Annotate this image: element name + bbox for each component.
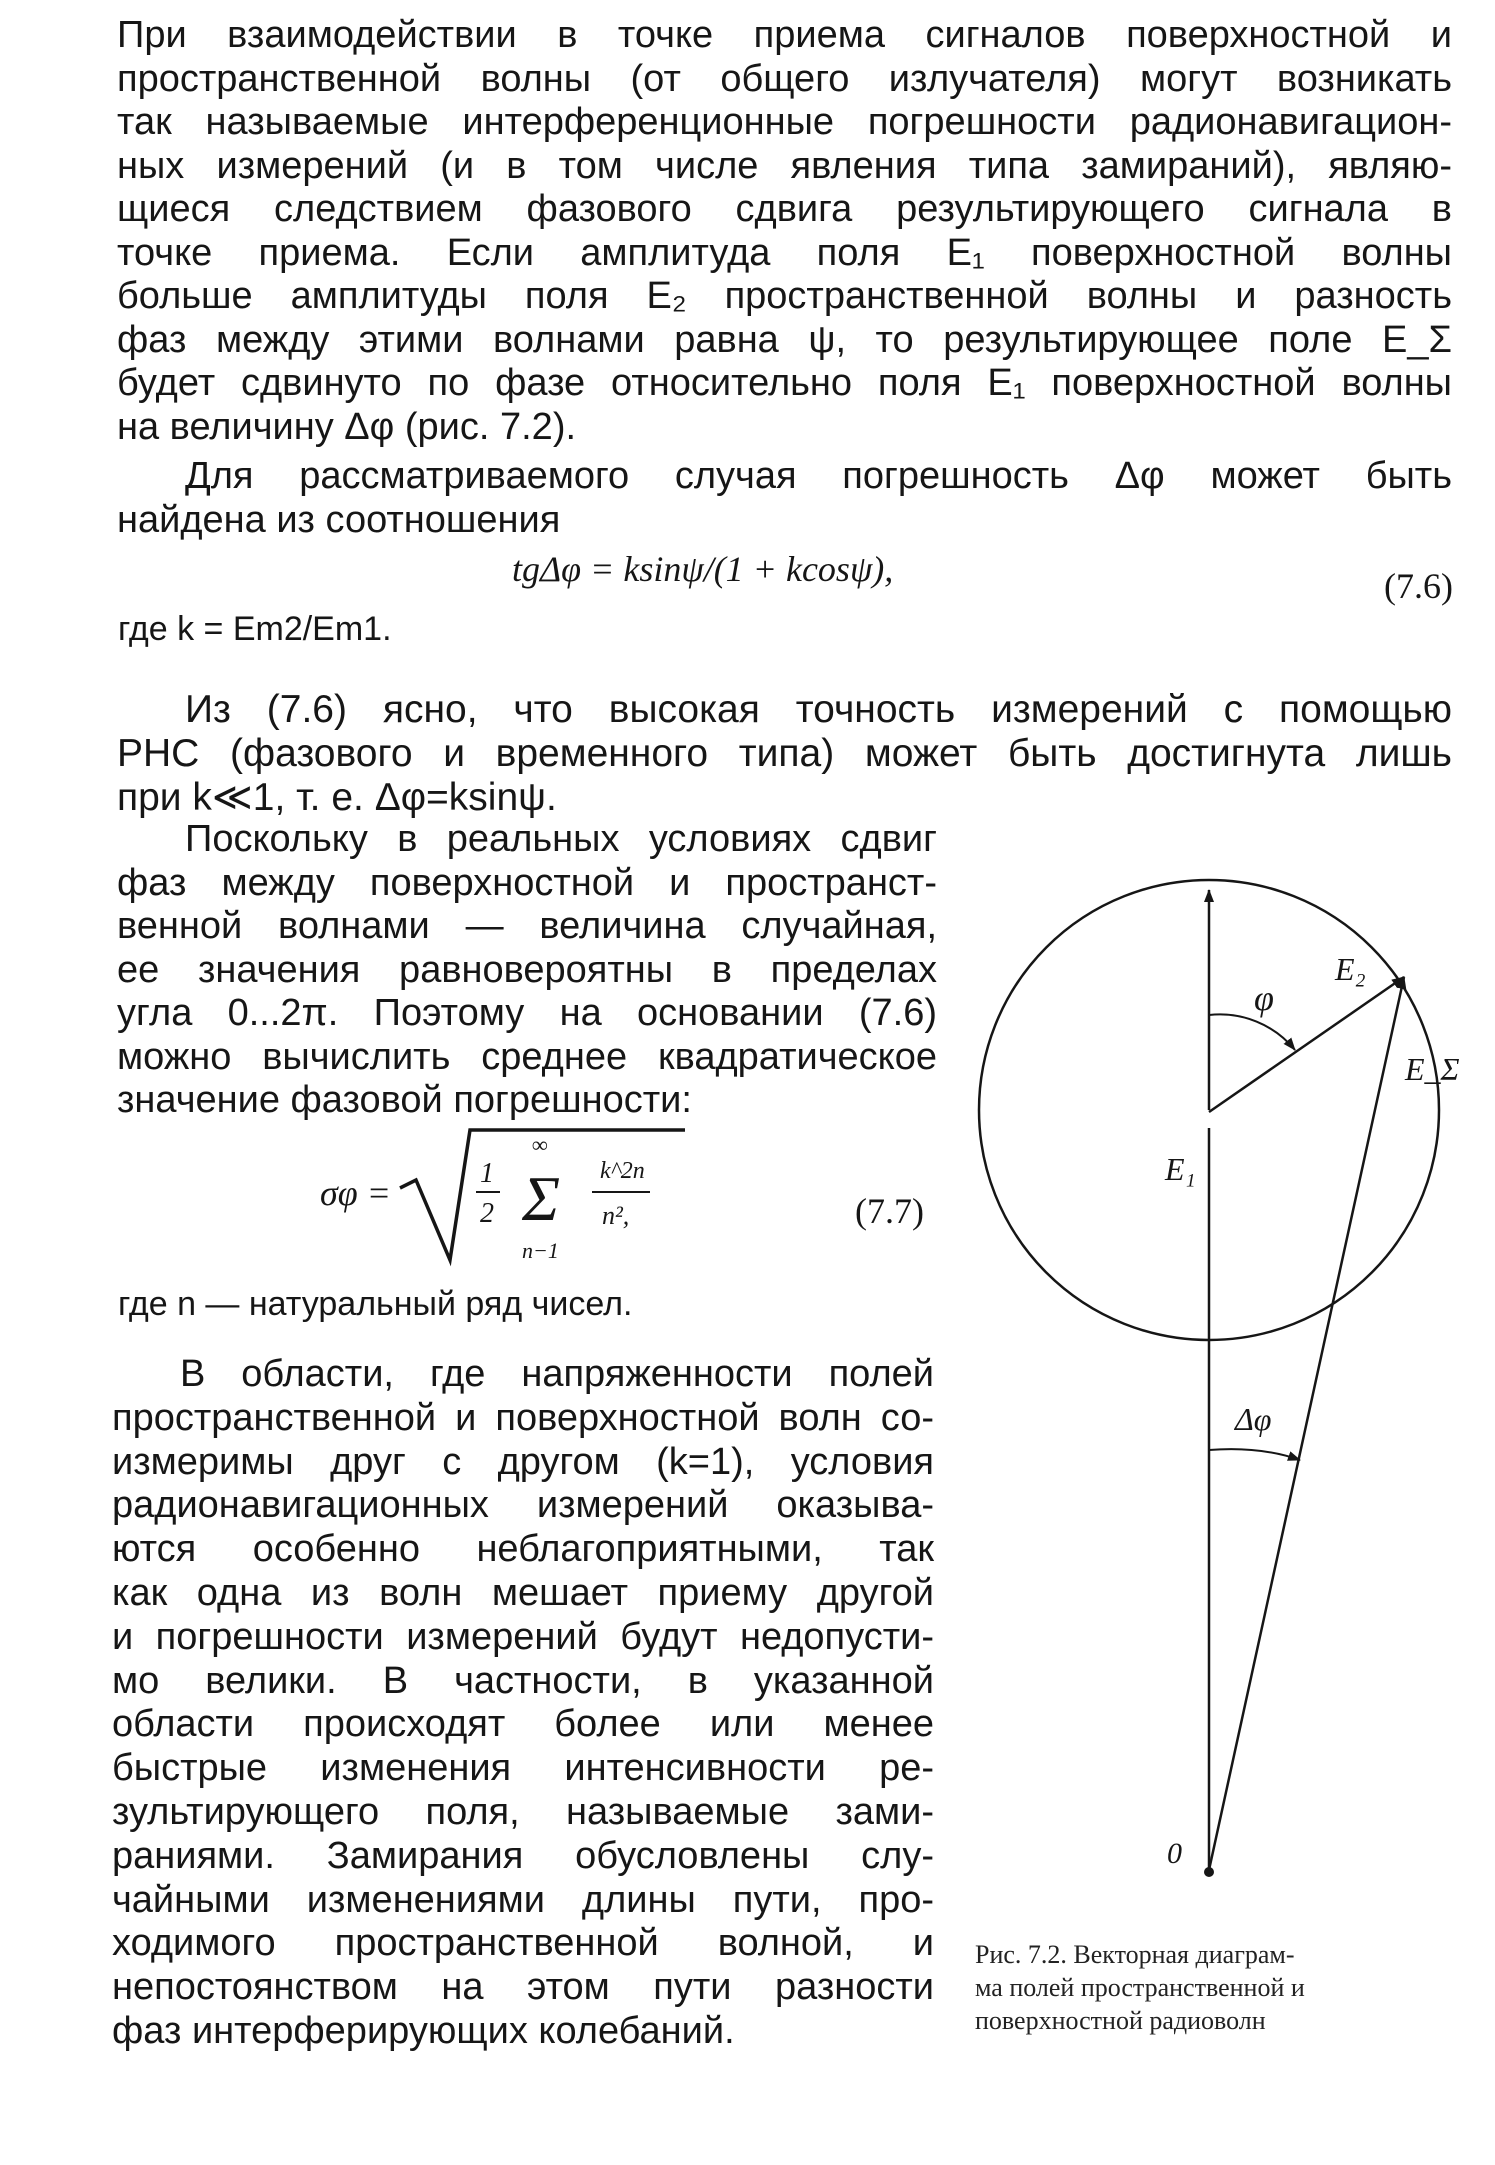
text-line: ее значения равновероятны в пределах [117,948,937,991]
text-line: быстрые изменения интенсивности ре- [112,1747,934,1790]
text-line: ных измерений (и в том числе явления типа замираний), являю- [117,144,1452,187]
equation-7-6-where: где k = Em2/Em1. [118,610,392,648]
text-line: пространственной волны (от общего излучателя) могут возникать [117,57,1452,100]
text-line: щиеся следствием фазового сдвига результирующего сигнала в [117,188,1452,230]
text-line: угла 0...2π. Поэтому на основании (7.6) [117,992,937,1034]
label-origin: 0 [1167,1837,1182,1870]
text-line: пространственной и поверхностной волн со- [112,1396,934,1439]
text-line: мо велики. В частности, в указанной [112,1659,934,1702]
text-line: значение фазовой погрешности: [117,1079,692,1121]
equation-7-7 [300,1120,720,1270]
text-line: так называемые интерференционные погрешности радионавигацион- [117,101,1452,143]
eq77-sum-top: ∞ [532,1132,548,1157]
caption-line: ма полей пространственной и [975,1973,1305,2002]
label-e1: E₁ [1165,1151,1196,1187]
label-psi: φ [1254,978,1274,1018]
text-line: Для рассматриваемого случая погрешность Δφ может быть [185,455,1452,497]
text-line: непостоянством на этом пути разности [112,1966,934,2009]
text-line: зультирующего поля, называемые зами- [112,1790,934,1833]
caption-line: Рис. 7.2. Векторная диаграм- [975,1940,1295,1969]
eq77-sum-sign: Σ [522,1163,561,1234]
text-line: найдена из соотношения [117,498,561,541]
text-line: и погрешности измерений будут недопусти- [112,1615,934,1658]
label-delta-phi: Δφ [1235,1401,1272,1437]
text-line: венной волнами — величина случайная, [117,905,937,947]
paragraph-random-phase [117,818,937,1123]
equation-7-7-where: где n — натуральный ряд чисел. [118,1285,633,1323]
text-line: области происходят более или менее [112,1703,934,1746]
equation-number-7-6: (7.6) [1384,566,1453,606]
eq77-half-num: 1 [480,1158,494,1189]
paragraph-accuracy [117,688,1452,820]
eq77-lhs: σφ = [320,1173,391,1213]
text-line: ются особенно неблагоприятными, так [112,1528,934,1571]
paragraph-error-relation [117,455,1452,542]
figure-caption [975,1938,1305,2037]
text-line: при k≪1, т. е. Δφ=ksinψ. [117,776,557,819]
text-line: точке приема. Если амплитуда поля E₁ поверхностной волны [117,231,1452,274]
text-line: будет сдвинуто по фазе относительно поля E₁ поверхностной волны [117,362,1452,404]
paragraph-interference [117,14,1452,449]
eq77-frac-num: k^2n [600,1158,645,1184]
text-line: измеримы друг с другом (k=1), условия [112,1440,934,1483]
text-line: фаз интерферирующих колебаний. [112,2009,735,2052]
caption-line: поверхностной радиоволн [975,2006,1266,2035]
text-line: ходимого пространственной волной, и [112,1922,934,1965]
text-line: фаз между поверхностной и пространст- [117,861,937,904]
delta-phi-arc [1209,1449,1300,1460]
eq77-frac-den: n², [602,1201,630,1230]
text-line: Из (7.6) ясно, что высокая точность измерений с помощью [185,688,1452,731]
text-line: В области, где напряженности полей [180,1353,934,1395]
text-line: как одна из волн мешает приему другой [112,1571,934,1614]
label-e2: E₂ [1335,951,1366,987]
label-esum: E_Σ [1405,1051,1460,1087]
equation-7-6: tgΔφ = ksinψ/(1 + kcosψ), [512,549,894,589]
text-line: радионавигационных измерений оказыва- [112,1484,934,1527]
equation-number-7-7: (7.7) [855,1191,924,1231]
text-line: больше амплитуды поля E₂ пространственной волны и разность [117,275,1452,317]
text-line: чайными изменениями длины пути, про- [112,1878,934,1921]
origin-point [1204,1867,1214,1877]
text-line: При взаимодействии в точке приема сигналов поверхностной и [117,14,1452,56]
text-line: РНС (фазового и временного типа) может быть достигнута лишь [117,732,1452,775]
text-line: на величину Δφ (рис. 7.2). [117,405,577,448]
text-line: фаз между этими волнами равна ψ, то результирующее поле E_Σ [117,318,1452,361]
text-line: раниями. Замирания обусловлены слу- [112,1834,934,1877]
text-line: можно вычислить среднее квадратическое [117,1035,937,1078]
vector-diagram [960,860,1490,1910]
vector-e2 [1209,977,1404,1112]
eq77-half-den: 2 [480,1198,494,1229]
paragraph-fading [112,1353,934,2054]
eq77-sum-bottom: n−1 [522,1238,559,1263]
text-line: Поскольку в реальных условиях сдвиг [185,818,937,860]
psi-arc [1209,1014,1295,1050]
